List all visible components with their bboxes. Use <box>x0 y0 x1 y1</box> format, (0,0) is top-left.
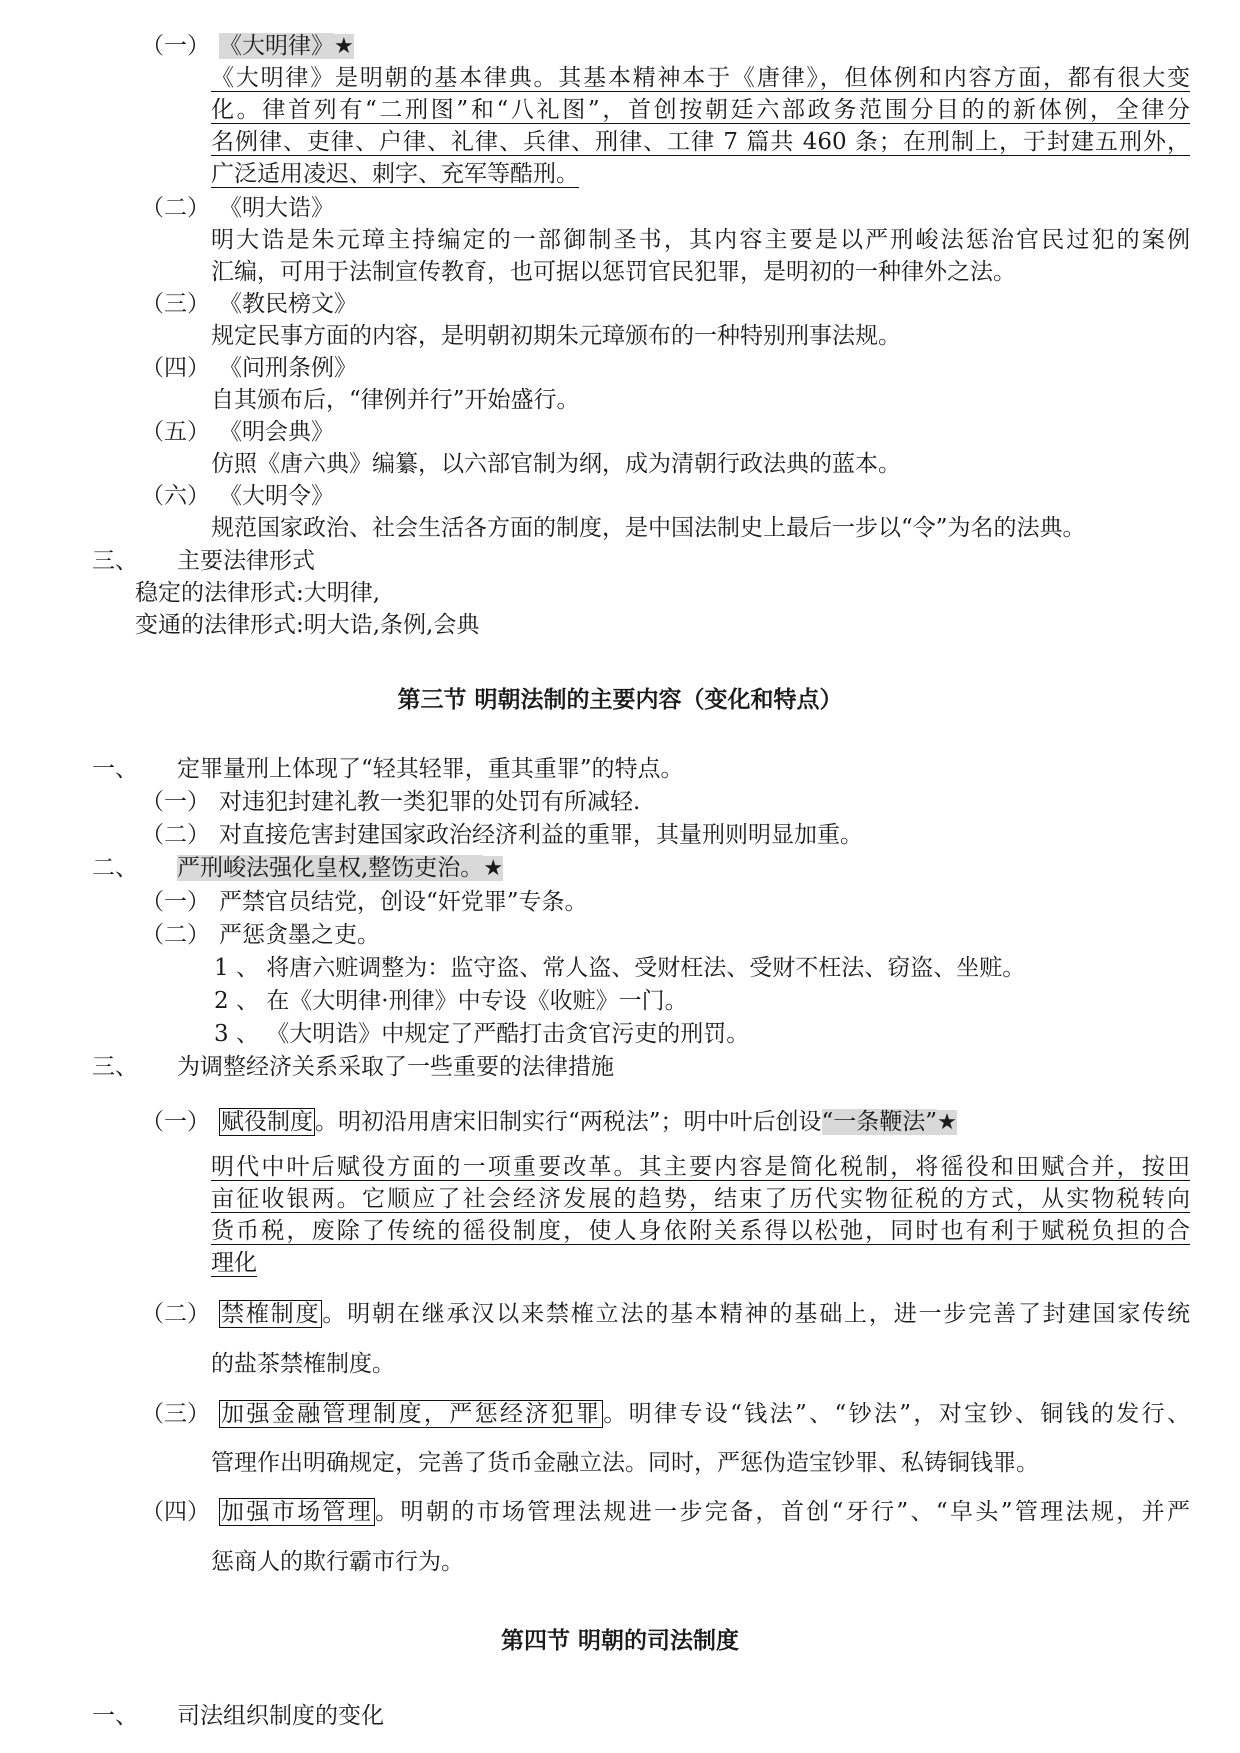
part-number: 一、 <box>92 1703 138 1729</box>
item-number: （二） <box>141 922 210 948</box>
item-title <box>219 30 354 63</box>
body-line: 自其颁布后，“律例并行”开始盛行。 <box>211 387 580 413</box>
item-text: 严惩贪墨之吏。 <box>219 922 380 948</box>
part-number: 三、 <box>92 548 138 574</box>
item-number: （五） <box>141 419 210 445</box>
sub-item: 1 、 将唐六赃调整为：监守盗、常人盗、受财枉法、受财不枉法、窃盗、坐赃。 <box>214 955 1026 981</box>
section-heading: 第三节 明朝法制的主要内容（变化和特点） <box>397 687 843 713</box>
section-heading: 第四节 明朝的司法制度 <box>500 1628 739 1654</box>
body-line: 货币税，废除了传统的徭役制度，使人身依附关系得以松弛，同时也有利于赋税负担的合 <box>211 1218 1190 1244</box>
item-number: （一） <box>141 33 210 59</box>
part-title: 主要法律形式 <box>177 548 315 574</box>
item-number: （二） <box>141 822 210 848</box>
item-text: 对违犯封建礼教一类犯罪的处罚有所减轻. <box>219 789 641 815</box>
item-number: （四） <box>141 355 210 381</box>
item-title: 《明会典》 <box>219 419 334 445</box>
boxed-term: 赋役制度 <box>221 1109 313 1135</box>
boxed-term: 加强市场管理 <box>221 1499 374 1525</box>
star-icon: ★ <box>937 1110 957 1135</box>
boxed-term: 禁榷制度 <box>221 1301 321 1327</box>
sub-item: 2 、 在《大明律·刑律》中专设《收赃》一门。 <box>214 988 688 1014</box>
body-line: 的盐茶禁榷制度。 <box>211 1351 395 1377</box>
part-title: 严刑峻法强化皇权,整饬吏治。★ <box>177 855 504 881</box>
sub-item: 3 、 《大明诰》中规定了严酷打击贪官污吏的刑罚。 <box>214 1021 750 1047</box>
boxed-term: 加强金融管理制度，严惩经济犯罪 <box>221 1401 602 1427</box>
item-number: （四） <box>141 1499 210 1525</box>
item-title: 《明大诰》 <box>219 195 334 221</box>
body-line: 广泛适用凌迟、刺字、充军等酷刑。 <box>211 161 579 187</box>
body-line: 稳定的法律形式:大明律, <box>135 580 381 606</box>
part-number: 三、 <box>92 1054 138 1080</box>
item-number: （六） <box>141 483 210 509</box>
body-line: 名例律、吏律、户律、礼律、兵律、刑律、工律 7 篇共 460 条；在刑制上，于封建五刑外， <box>211 129 1190 155</box>
body-line: 变通的法律形式:明大诰,条例,会典 <box>135 612 480 638</box>
body-line: 仿照《唐六典》编纂，以六部官制为纲，成为清朝行政法典的蓝本。 <box>211 451 901 477</box>
body-line: 理化 <box>211 1250 257 1276</box>
body-line: 规范国家政治、社会生活各方面的制度，是中国法制史上最后一步以“令”为名的法典。 <box>211 515 1086 541</box>
item-number: （二） <box>141 1301 210 1327</box>
part-title: 定罪量刑上体现了“轻其轻罪，重其重罪”的特点。 <box>177 756 684 782</box>
item-text: 赋役制度。明初沿用唐宋旧制实行“两税法”；明中叶后创设“一条鞭法”★ <box>221 1109 957 1135</box>
item-text: 加强市场管理。明朝的市场管理法规进一步完备，首创“牙行”、“皁头”管理法规，并严 <box>221 1499 1190 1525</box>
item-text: 严禁官员结党，创设“奸党罪”专条。 <box>219 889 588 915</box>
item-text: 对直接危害封建国家政治经济利益的重罪，其量刑则明显加重。 <box>219 822 863 848</box>
part-title: 为调整经济关系采取了一些重要的法律措施 <box>177 1054 614 1080</box>
body-line: 《大明律》是明朝的基本律典。其基本精神本于《唐律》，但体例和内容方面，都有很大变 <box>211 65 1190 91</box>
item-text: 禁榷制度。明朝在继承汉以来禁榷立法的基本精神的基础上，进一步完善了封建国家传统 <box>221 1301 1191 1327</box>
body-line: 亩征收银两。它顺应了社会经济发展的趋势，结束了历代实物征税的方式，从实物税转向 <box>211 1186 1190 1212</box>
item-title: 《教民榜文》 <box>219 291 357 317</box>
body-line: 明代中叶后赋役方面的一项重要改革。其主要内容是简化税制，将徭役和田赋合并，按田 <box>211 1154 1190 1180</box>
item-number: （一） <box>141 789 210 815</box>
star-icon: ★ <box>334 34 354 59</box>
item-number: （二） <box>141 195 210 221</box>
body-line: 管理作出明确规定，完善了货币金融立法。同时，严惩伪造宝钞罪、私铸铜钱罪。 <box>211 1450 1039 1476</box>
item-number: （一） <box>141 1109 210 1135</box>
item-text: 加强金融管理制度，严惩经济犯罪。明律专设“钱法”、“钞法”，对宝钞、铜钱的发行、 <box>221 1401 1190 1427</box>
part-title: 司法组织制度的变化 <box>177 1703 384 1729</box>
body-line: 化。律首列有“二刑图”和“八礼图”，首创按朝廷六部政务范围分目的的新体例，全律分 <box>211 97 1190 123</box>
item-number: （三） <box>141 1401 210 1427</box>
body-line: 汇编，可用于法制宣传教育，也可据以惩罚官民犯罪，是明初的一种律外之法。 <box>211 259 1016 285</box>
part-number: 二、 <box>92 855 138 881</box>
item-number: （一） <box>141 889 210 915</box>
body-line: 规定民事方面的内容，是明朝初期朱元璋颁布的一种特别刑事法规。 <box>211 323 901 349</box>
item-title: 《问刑条例》 <box>219 355 357 381</box>
body-line: 惩商人的欺行霸市行为。 <box>211 1549 464 1575</box>
part-number: 一、 <box>92 756 138 782</box>
item-number: （三） <box>141 291 210 317</box>
item-title-text: 《大明律》 <box>219 33 334 59</box>
item-title: 《大明令》 <box>219 483 334 509</box>
star-icon: ★ <box>483 856 504 881</box>
body-line: 明大诰是朱元璋主持编定的一部御制圣书，其内容主要是以严刑峻法惩治官民过犯的案例 <box>211 227 1190 253</box>
